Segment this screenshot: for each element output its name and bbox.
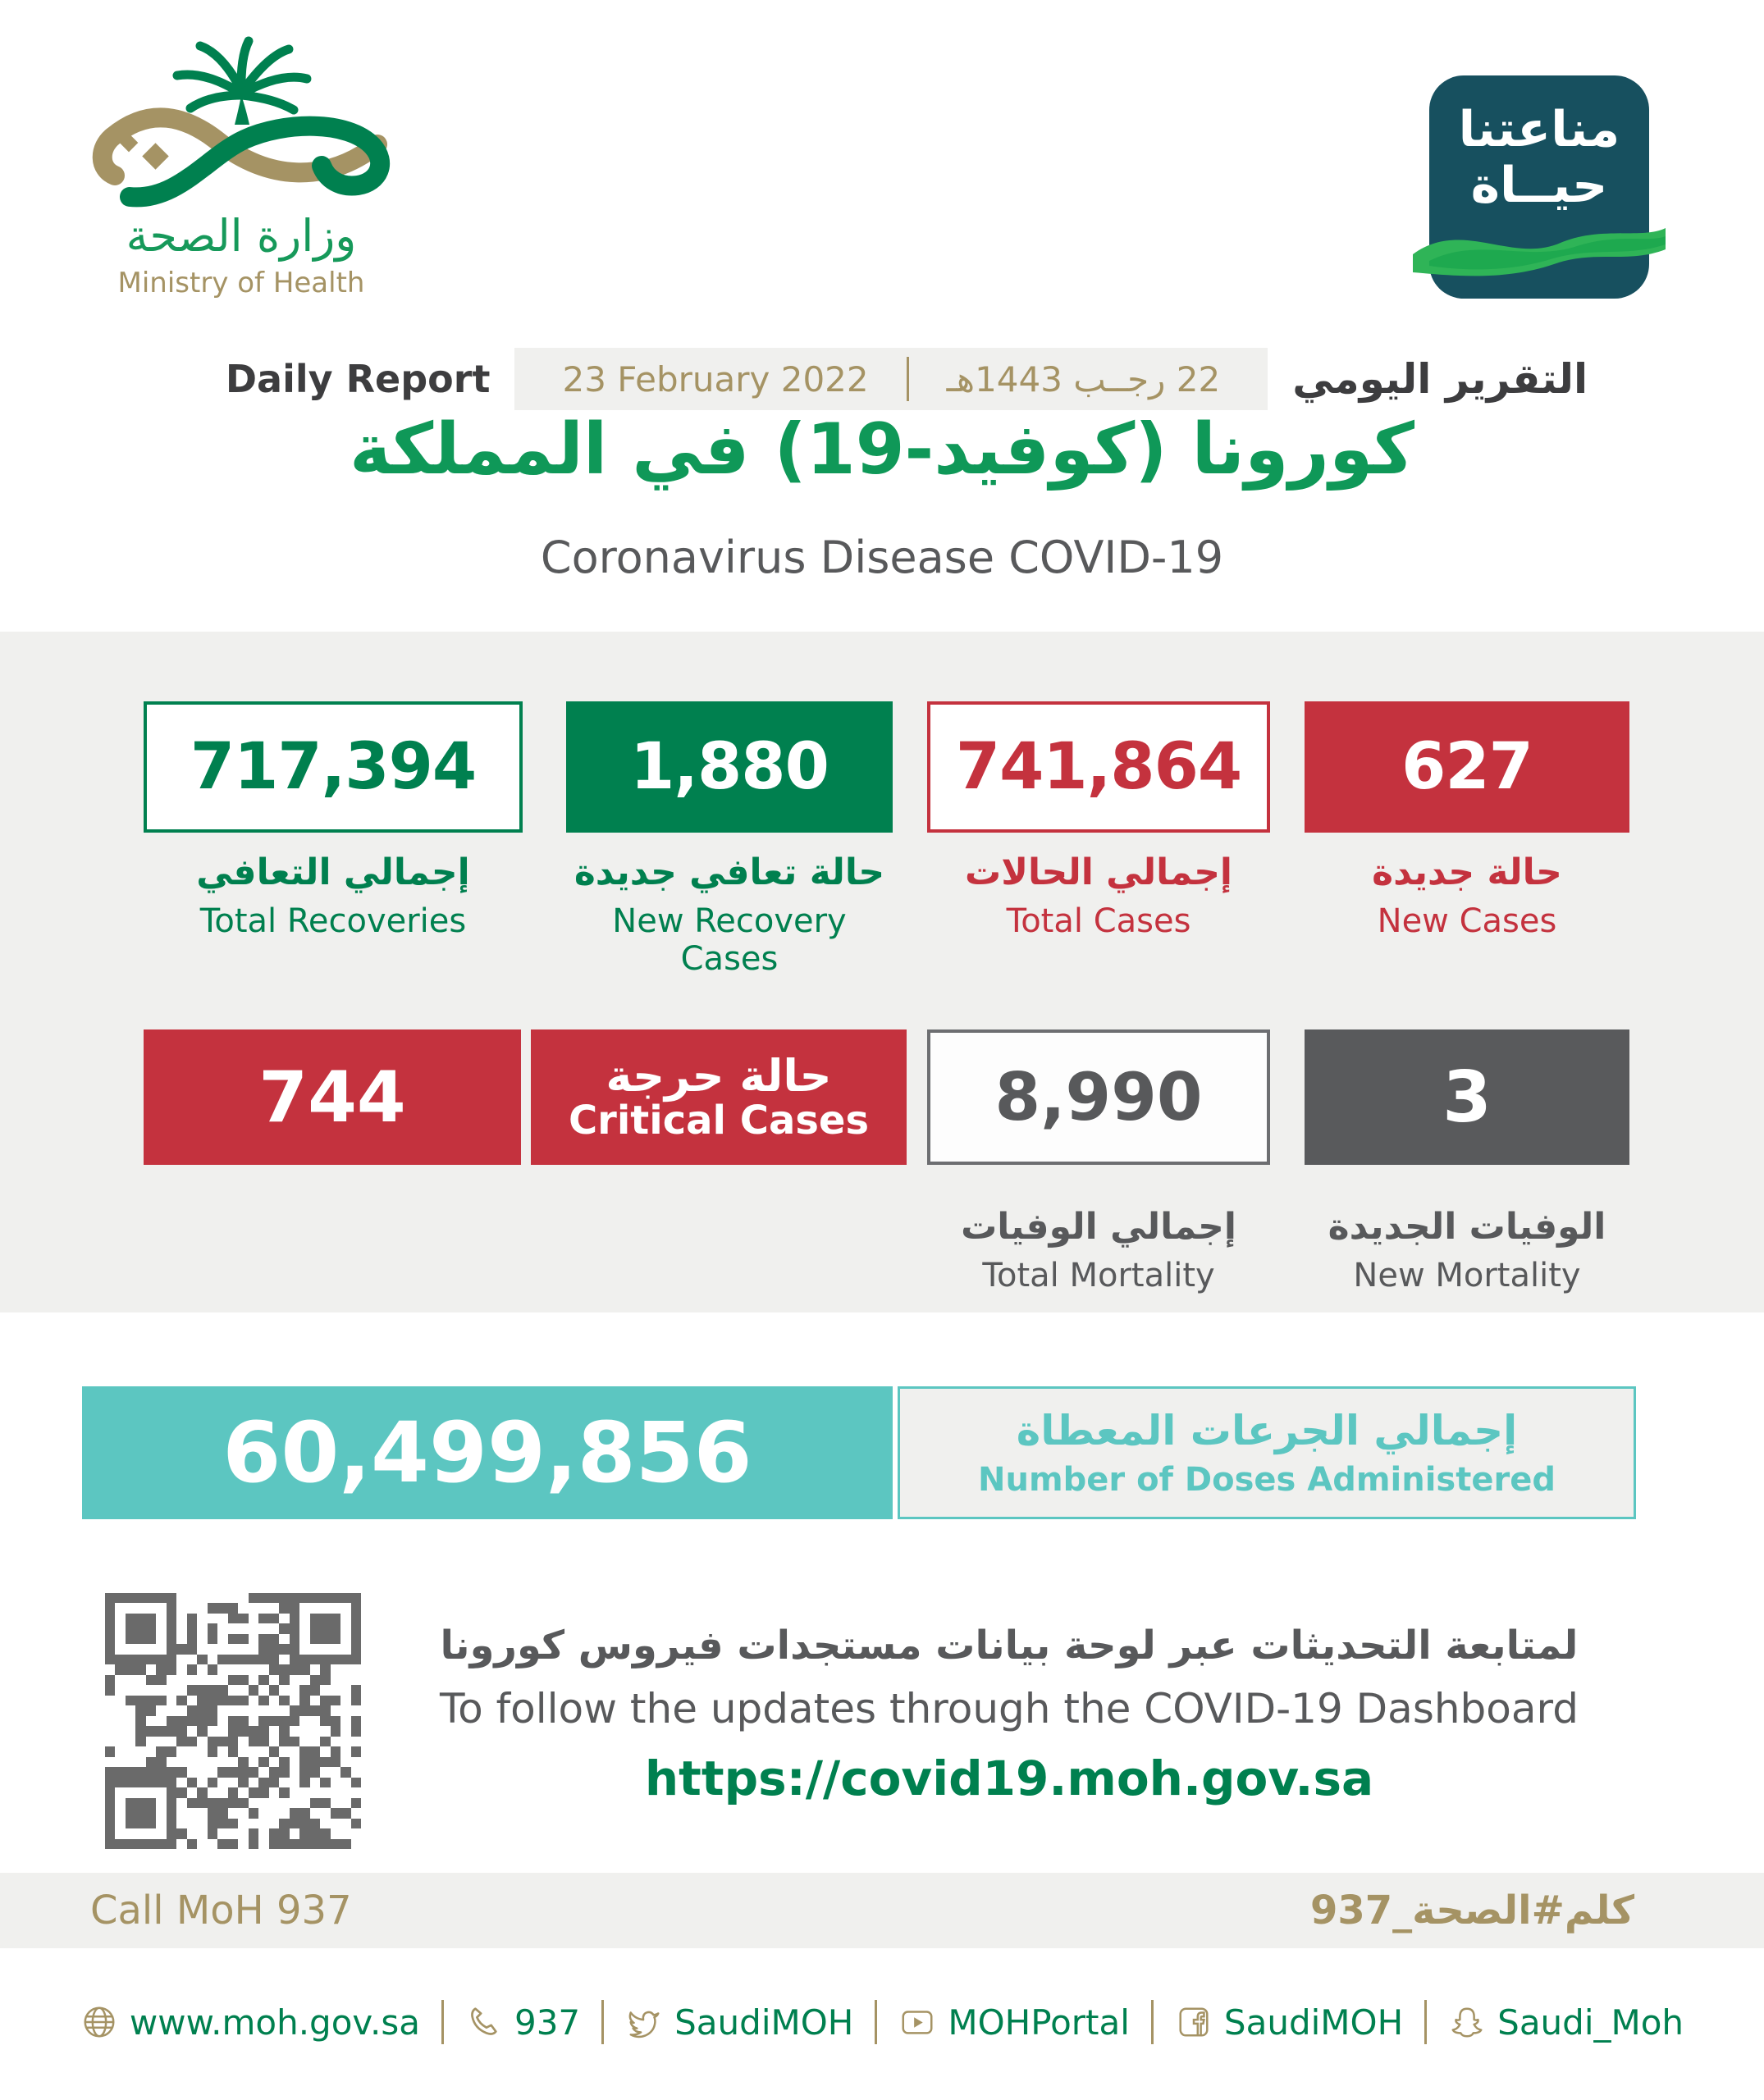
footer-youtube-text: MOHPortal	[948, 2002, 1130, 2043]
dashboard-text-en: To follow the updates through the COVID-19 Dashboard	[440, 1685, 1579, 1732]
gold-diamond-large	[142, 143, 169, 170]
hijri-date: 22 رجــب 1443هـ	[946, 358, 1221, 399]
doses-label-ar: إجمالي الجرعات المعطاة	[1016, 1407, 1518, 1454]
footer-website-text: www.moh.gov.sa	[129, 2002, 420, 2043]
new-mortality-label-en: New Mortality	[1353, 1257, 1581, 1294]
footer-twitter-text: SaudiMOH	[674, 2002, 854, 2043]
critical-cases-value: 744	[258, 1056, 406, 1139]
stats-section	[0, 632, 1764, 1312]
critical-cases-label-box	[531, 1029, 907, 1165]
total-cases-label-en: Total Cases	[1006, 902, 1191, 940]
total-cases-value-box	[927, 701, 1270, 833]
new-mortality-label-ar: الوفيات الجديدة	[1328, 1206, 1606, 1248]
immunity-badge	[1429, 75, 1649, 299]
total-recoveries-label-ar: إجمالي التعافي	[196, 851, 470, 893]
page-title-english: Coronavirus Disease COVID-19	[540, 532, 1224, 583]
total-recoveries-label-en: Total Recoveries	[199, 902, 467, 940]
moh-name-english: Ministry of Health	[117, 267, 365, 299]
qr-code	[105, 1593, 361, 1849]
new-mortality-value-box	[1305, 1029, 1629, 1165]
footer-website[interactable]	[80, 2002, 420, 2043]
facebook-icon	[1175, 2003, 1213, 2041]
new-recoveries-label-ar: حالة تعافي جديدة	[574, 851, 885, 893]
dashboard-info	[361, 1623, 1657, 1806]
total-recoveries-value-box	[144, 701, 523, 833]
critical-cases-label-en: Critical Cases	[568, 1097, 870, 1144]
critical-cases-value-box	[144, 1029, 521, 1165]
moh-name-arabic: وزارة الصحة	[126, 210, 357, 262]
date-box	[514, 348, 1268, 410]
immunity-badge-line2: حيــاة	[1470, 157, 1608, 215]
footer-twitter[interactable]	[625, 2002, 853, 2043]
snapchat-icon	[1448, 2003, 1486, 2041]
new-recoveries-value-box	[566, 701, 893, 833]
footer-social-row	[0, 2000, 1764, 2044]
new-recoveries-value: 1,880	[630, 730, 829, 804]
page-title-arabic: كورونا (كوفيد-19) في المملكة	[350, 409, 1414, 491]
new-mortality-value: 3	[1442, 1056, 1492, 1139]
call-moh-hashtag-ar: كلم#الصحة_937	[1309, 1888, 1634, 1933]
footer-phone-text: 937	[514, 2002, 581, 2043]
new-recoveries-label-en: New Recovery Cases	[612, 902, 847, 978]
daily-report-label-en: Daily Report	[225, 357, 491, 401]
footer-youtube[interactable]	[898, 2002, 1130, 2043]
doses-label-box	[898, 1386, 1636, 1519]
total-mortality-label-en: Total Mortality	[982, 1257, 1215, 1294]
green-wave-icon	[1413, 203, 1666, 282]
date-row	[0, 348, 1764, 410]
new-cases-value: 627	[1401, 730, 1533, 804]
date-divider	[907, 357, 909, 401]
total-recoveries-value: 717,394	[190, 730, 477, 804]
footer-phone[interactable]	[465, 2002, 580, 2043]
moh-logo-mark	[77, 23, 405, 210]
call-moh-label-en: Call MoH 937	[90, 1888, 352, 1933]
total-mortality-value: 8,990	[994, 1059, 1203, 1135]
dashboard-url-link[interactable]: https://covid19.moh.gov.sa	[644, 1751, 1374, 1806]
footer-separator	[601, 2000, 604, 2044]
doses-label-en: Number of Doses Administered	[978, 1461, 1556, 1499]
footer-snapchat[interactable]	[1448, 2002, 1684, 2043]
footer-snapchat-text: Saudi_Moh	[1497, 2002, 1684, 2043]
gregorian-date: 23 February 2022	[562, 358, 869, 399]
total-mortality-label-ar: إجمالي الوفيات	[961, 1206, 1236, 1248]
footer-separator	[1151, 2000, 1154, 2044]
footer-facebook-text: SaudiMOH	[1223, 2002, 1404, 2043]
dashboard-text-ar: لمتابعة التحديثات عبر لوحة بيانات مستجدات فيروس كورونا	[440, 1623, 1579, 1669]
critical-cases-label-ar: حالة حرجة	[606, 1049, 832, 1102]
twitter-icon	[625, 2003, 663, 2041]
footer-separator	[1424, 2000, 1427, 2044]
footer-separator	[441, 2000, 444, 2044]
immunity-badge-text	[1429, 102, 1649, 214]
total-cases-value: 741,864	[955, 730, 1242, 804]
immunity-badge-line1: مناعتنا	[1458, 101, 1620, 158]
new-cases-value-box	[1305, 701, 1629, 833]
footer-separator	[875, 2000, 877, 2044]
doses-value: 60,499,856	[222, 1404, 752, 1502]
globe-icon	[80, 2003, 118, 2041]
new-cases-label-ar: حالة جديدة	[1372, 851, 1562, 893]
youtube-icon	[898, 2003, 936, 2041]
call-band	[0, 1873, 1764, 1948]
doses-value-box	[82, 1386, 893, 1519]
footer-facebook[interactable]	[1175, 2002, 1403, 2043]
moh-logo	[75, 23, 407, 299]
new-cases-label-en: New Cases	[1377, 902, 1557, 940]
daily-report-label-ar: التقرير اليومي	[1292, 355, 1588, 403]
total-mortality-value-box	[927, 1029, 1270, 1165]
phone-icon	[465, 2003, 503, 2041]
total-cases-label-ar: إجمالي الحالات	[965, 851, 1232, 893]
